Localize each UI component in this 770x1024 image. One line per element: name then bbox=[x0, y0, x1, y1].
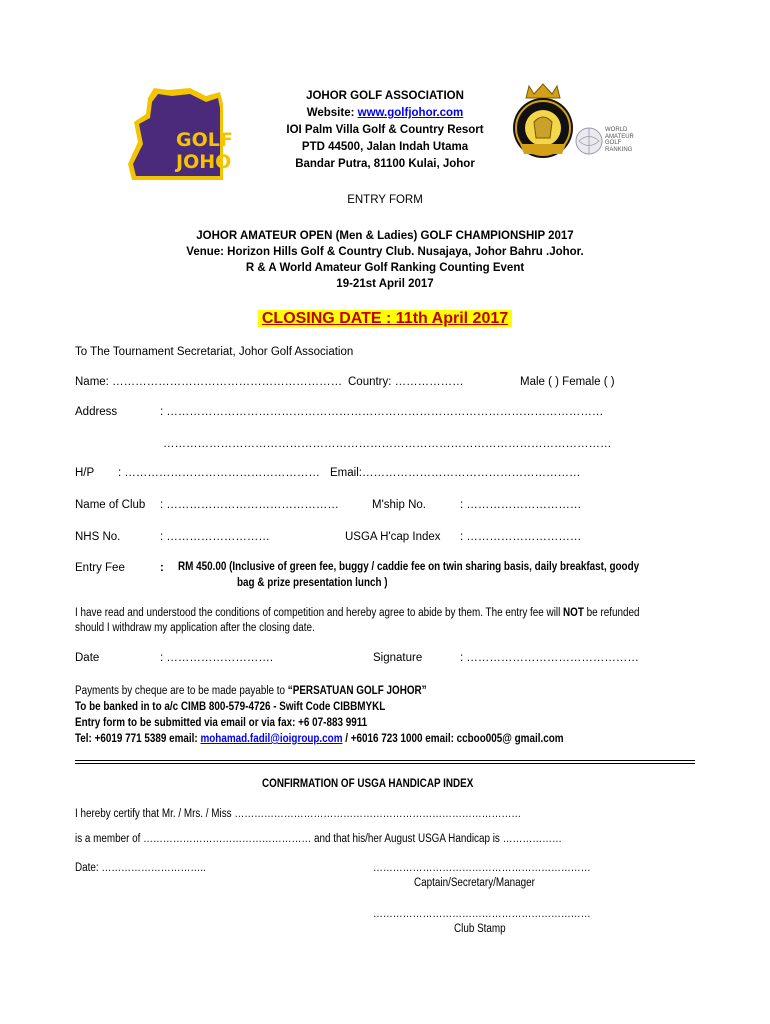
date-label: Date bbox=[75, 652, 100, 664]
hp-field[interactable]: : …………………………………………… bbox=[118, 467, 320, 479]
captain-label: Captain/Secretary/Manager bbox=[413, 877, 535, 889]
declaration-line-1: I have read and understood the conditions of competition and hereby agree to abide by them. The entry fee will NOT be refunded bbox=[75, 607, 640, 619]
address-line-1: IOI Palm Villa Golf & Country Resort bbox=[286, 124, 484, 136]
payment-line-4: Tel: +6019 771 5389 email: mohamad.fadil@ioigroup.com / +6016 723 1000 email: ccboo005@ gmail.com bbox=[75, 733, 564, 745]
member-line[interactable]: is a member of …………………………………………… and that his/her August USGA Handicap is ……………… bbox=[75, 833, 562, 845]
crest-logo bbox=[512, 82, 574, 166]
club-field[interactable]: : ……………………………………… bbox=[160, 499, 339, 511]
fee-line-1: RM 450.00 (Inclusive of green fee, buggy / caddie fee on twin sharing basis, daily breakfast, goody bbox=[178, 561, 640, 573]
logo-text-johor: JOHO bbox=[176, 151, 232, 173]
event-venue: Venue: Horizon Hills Golf & Country Club. Nusajaya, Johor Bahru .Johor. bbox=[186, 246, 584, 258]
stamp-line[interactable]: ………………………………………………………… bbox=[373, 908, 591, 920]
event-title: JOHOR AMATEUR OPEN (Men & Ladies) GOLF CHAMPIONSHIP 2017 bbox=[196, 230, 574, 242]
email-link[interactable]: mohamad.fadil@ioigroup.com bbox=[200, 733, 343, 745]
event-ranking: R & A World Amateur Golf Ranking Counting Event bbox=[245, 262, 525, 274]
nhs-field[interactable]: : ……………………… bbox=[160, 531, 270, 543]
closing-date-wrap bbox=[200, 310, 570, 328]
club-label: Name of Club bbox=[75, 499, 146, 511]
captain-signature-line[interactable]: ………………………………………………………… bbox=[373, 862, 591, 874]
wagr-text-3: GOLF bbox=[605, 140, 622, 146]
stamp-label: Club Stamp bbox=[453, 923, 506, 935]
usga-label: USGA H'cap Index bbox=[345, 531, 441, 543]
gender-field[interactable]: Male ( ) Female ( ) bbox=[520, 376, 615, 388]
country-field[interactable]: Country: ……………… bbox=[348, 376, 464, 388]
signature-field[interactable]: : ……………………………………… bbox=[460, 652, 639, 664]
wagr-logo bbox=[574, 124, 654, 160]
association-header bbox=[250, 88, 520, 173]
signature-label: Signature bbox=[373, 652, 423, 664]
website-link[interactable]: www.golfjohor.com bbox=[357, 107, 464, 119]
mship-field[interactable]: : ………………………… bbox=[460, 499, 582, 511]
usga-field[interactable]: : ………………………… bbox=[460, 531, 582, 543]
addressee: To The Tournament Secretariat, Johor Golf Association bbox=[75, 346, 354, 358]
divider-top bbox=[75, 760, 695, 761]
payment-line-2: To be banked in to a/c CIMB 800-579-4726 - Swift Code CIBBMYKL bbox=[75, 701, 386, 713]
nhs-label: NHS No. bbox=[75, 531, 121, 543]
logo-text-golf: GOLF bbox=[176, 129, 233, 151]
website-line bbox=[250, 105, 520, 122]
divider-bottom bbox=[75, 763, 695, 764]
wagr-text-1: WORLD bbox=[605, 127, 628, 133]
payment-line-3: Entry form to be submitted via email or via fax: +6 07-883 9911 bbox=[75, 717, 368, 729]
hp-label: H/P bbox=[75, 467, 95, 479]
wagr-text-2: AMATEUR bbox=[605, 133, 634, 140]
declaration-line-2: should I withdraw my application after the closing date. bbox=[75, 622, 315, 634]
address-line-2: PTD 44500, Jalan Indah Utama bbox=[301, 141, 469, 153]
confirm-date-line[interactable]: Date: ………………………….. bbox=[75, 862, 206, 874]
golf-johor-logo bbox=[128, 86, 233, 180]
globe-icon bbox=[574, 126, 604, 156]
confirmation-title: CONFIRMATION OF USGA HANDICAP INDEX bbox=[262, 778, 474, 790]
fee-colon: : bbox=[160, 562, 164, 574]
name-field[interactable]: Name: …………………………………………………… bbox=[75, 376, 343, 388]
association-name: JOHOR GOLF ASSOCIATION bbox=[306, 90, 464, 102]
mship-label: M'ship No. bbox=[372, 499, 426, 511]
certify-line[interactable]: I hereby certify that Mr. / Mrs. / Miss …………………………………………………………………………… bbox=[75, 808, 522, 820]
payment-info bbox=[75, 683, 643, 747]
address-field-2[interactable]: ……………………………………………………………………………………………………… bbox=[163, 438, 612, 450]
fee-line-2: bag & prize presentation lunch ) bbox=[237, 577, 388, 589]
date-field[interactable]: : ………………………. bbox=[160, 652, 274, 664]
event-info bbox=[80, 228, 690, 292]
event-dates: 19-21st April 2017 bbox=[336, 278, 434, 290]
wagr-text-4: RANKING bbox=[605, 146, 633, 153]
address-label: Address bbox=[75, 406, 118, 418]
website-label: Website: bbox=[306, 107, 355, 119]
payment-line-1: Payments by cheque are to be made payable to “PERSATUAN GOLF JOHOR” bbox=[75, 685, 427, 697]
address-line-3: Bandar Putra, 81100 Kulai, Johor bbox=[295, 158, 475, 170]
closing-date: CLOSING DATE : 11th April 2017 bbox=[258, 310, 512, 327]
fee-label: Entry Fee bbox=[75, 562, 125, 574]
email-field[interactable]: Email:………………………………………………… bbox=[330, 467, 581, 479]
address-field-1[interactable]: : …………………………………………………………………………………………………… bbox=[160, 406, 604, 418]
form-title: ENTRY FORM bbox=[347, 194, 423, 206]
